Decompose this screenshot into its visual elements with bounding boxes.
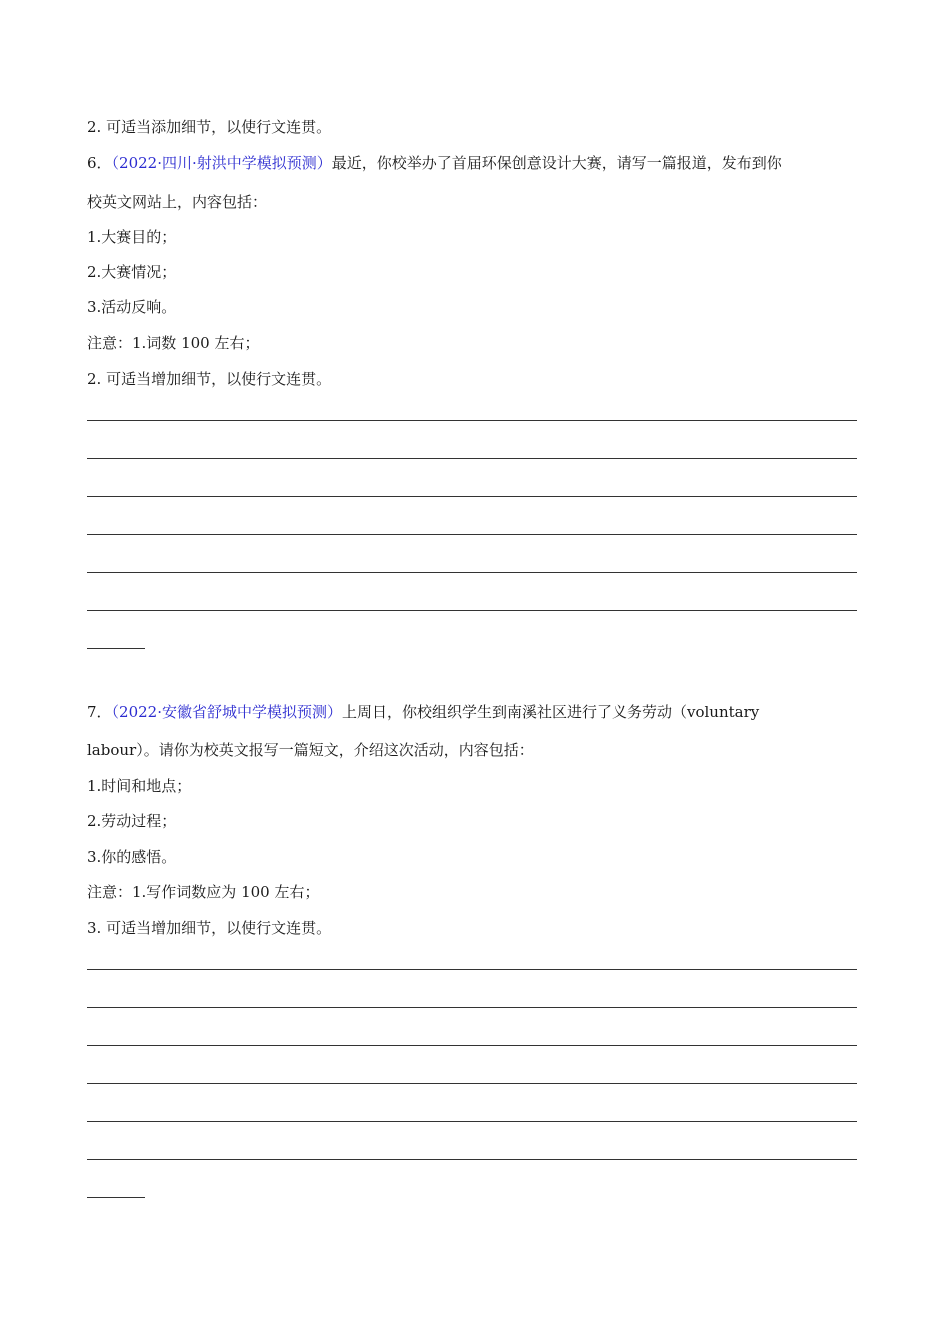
q7-note-2: 3. 可适当增加细节，以使行文连贯。 — [87, 919, 332, 937]
q7-prompt-2: labour）。请你为校英文报写一篇短文，介绍这次活动，内容包括： — [87, 741, 534, 759]
q6-point-3: 3.活动反响。 — [87, 298, 177, 316]
q6-point-2: 2.大赛情况； — [87, 263, 177, 281]
q7-answer-line-end[interactable] — [87, 1197, 145, 1198]
q7-header — [87, 702, 759, 722]
q7-point-3: 3.你的感悟。 — [87, 848, 177, 866]
q7-point-2: 2.劳动过程； — [87, 812, 177, 830]
q7-point-1: 1.时间和地点； — [87, 777, 192, 795]
q6-answer-line[interactable] — [87, 572, 857, 573]
q6-answer-line-end[interactable] — [87, 648, 145, 649]
q7-answer-line[interactable] — [87, 1045, 857, 1046]
q6-note-2: 2. 可适当增加细节，以使行文连贯。 — [87, 370, 332, 388]
q6-answer-line[interactable] — [87, 458, 857, 459]
q7-prompt-1: 上周日，你校组织学生到南溪社区进行了义务劳动（voluntary — [342, 703, 760, 721]
q6-source: （2022·四川·射洪中学模拟预测） — [111, 154, 332, 172]
q7-answer-line[interactable] — [87, 1083, 857, 1084]
q7-answer-line[interactable] — [87, 1159, 857, 1160]
q6-prompt-2: 校英文网站上，内容包括： — [87, 193, 268, 211]
q6-answer-line[interactable] — [87, 496, 857, 497]
q6-answer-line[interactable] — [87, 534, 857, 535]
q6-answer-line[interactable] — [87, 420, 857, 421]
q6-prompt-1: 最近，你校举办了首届环保创意设计大赛，请写一篇报道，发布到你 — [331, 154, 782, 172]
q7-source: （2022·安徽省舒城中学模拟预测） — [111, 703, 342, 721]
q7-note-1: 注意：1.写作词数应为 100 左右； — [87, 883, 320, 901]
q7-number: 7． — [87, 703, 112, 721]
q6-point-1: 1.大赛目的； — [87, 228, 177, 246]
top-note: 2. 可适当添加细节，以使行文连贯。 — [87, 118, 332, 136]
q7-answer-line[interactable] — [87, 969, 857, 970]
q6-note-1: 注意：1.词数 100 左右； — [87, 334, 260, 352]
q7-answer-line[interactable] — [87, 1007, 857, 1008]
q7-answer-line[interactable] — [87, 1121, 857, 1122]
q6-answer-line[interactable] — [87, 610, 857, 611]
q6-number: 6． — [87, 154, 112, 172]
q6-header — [87, 153, 782, 173]
